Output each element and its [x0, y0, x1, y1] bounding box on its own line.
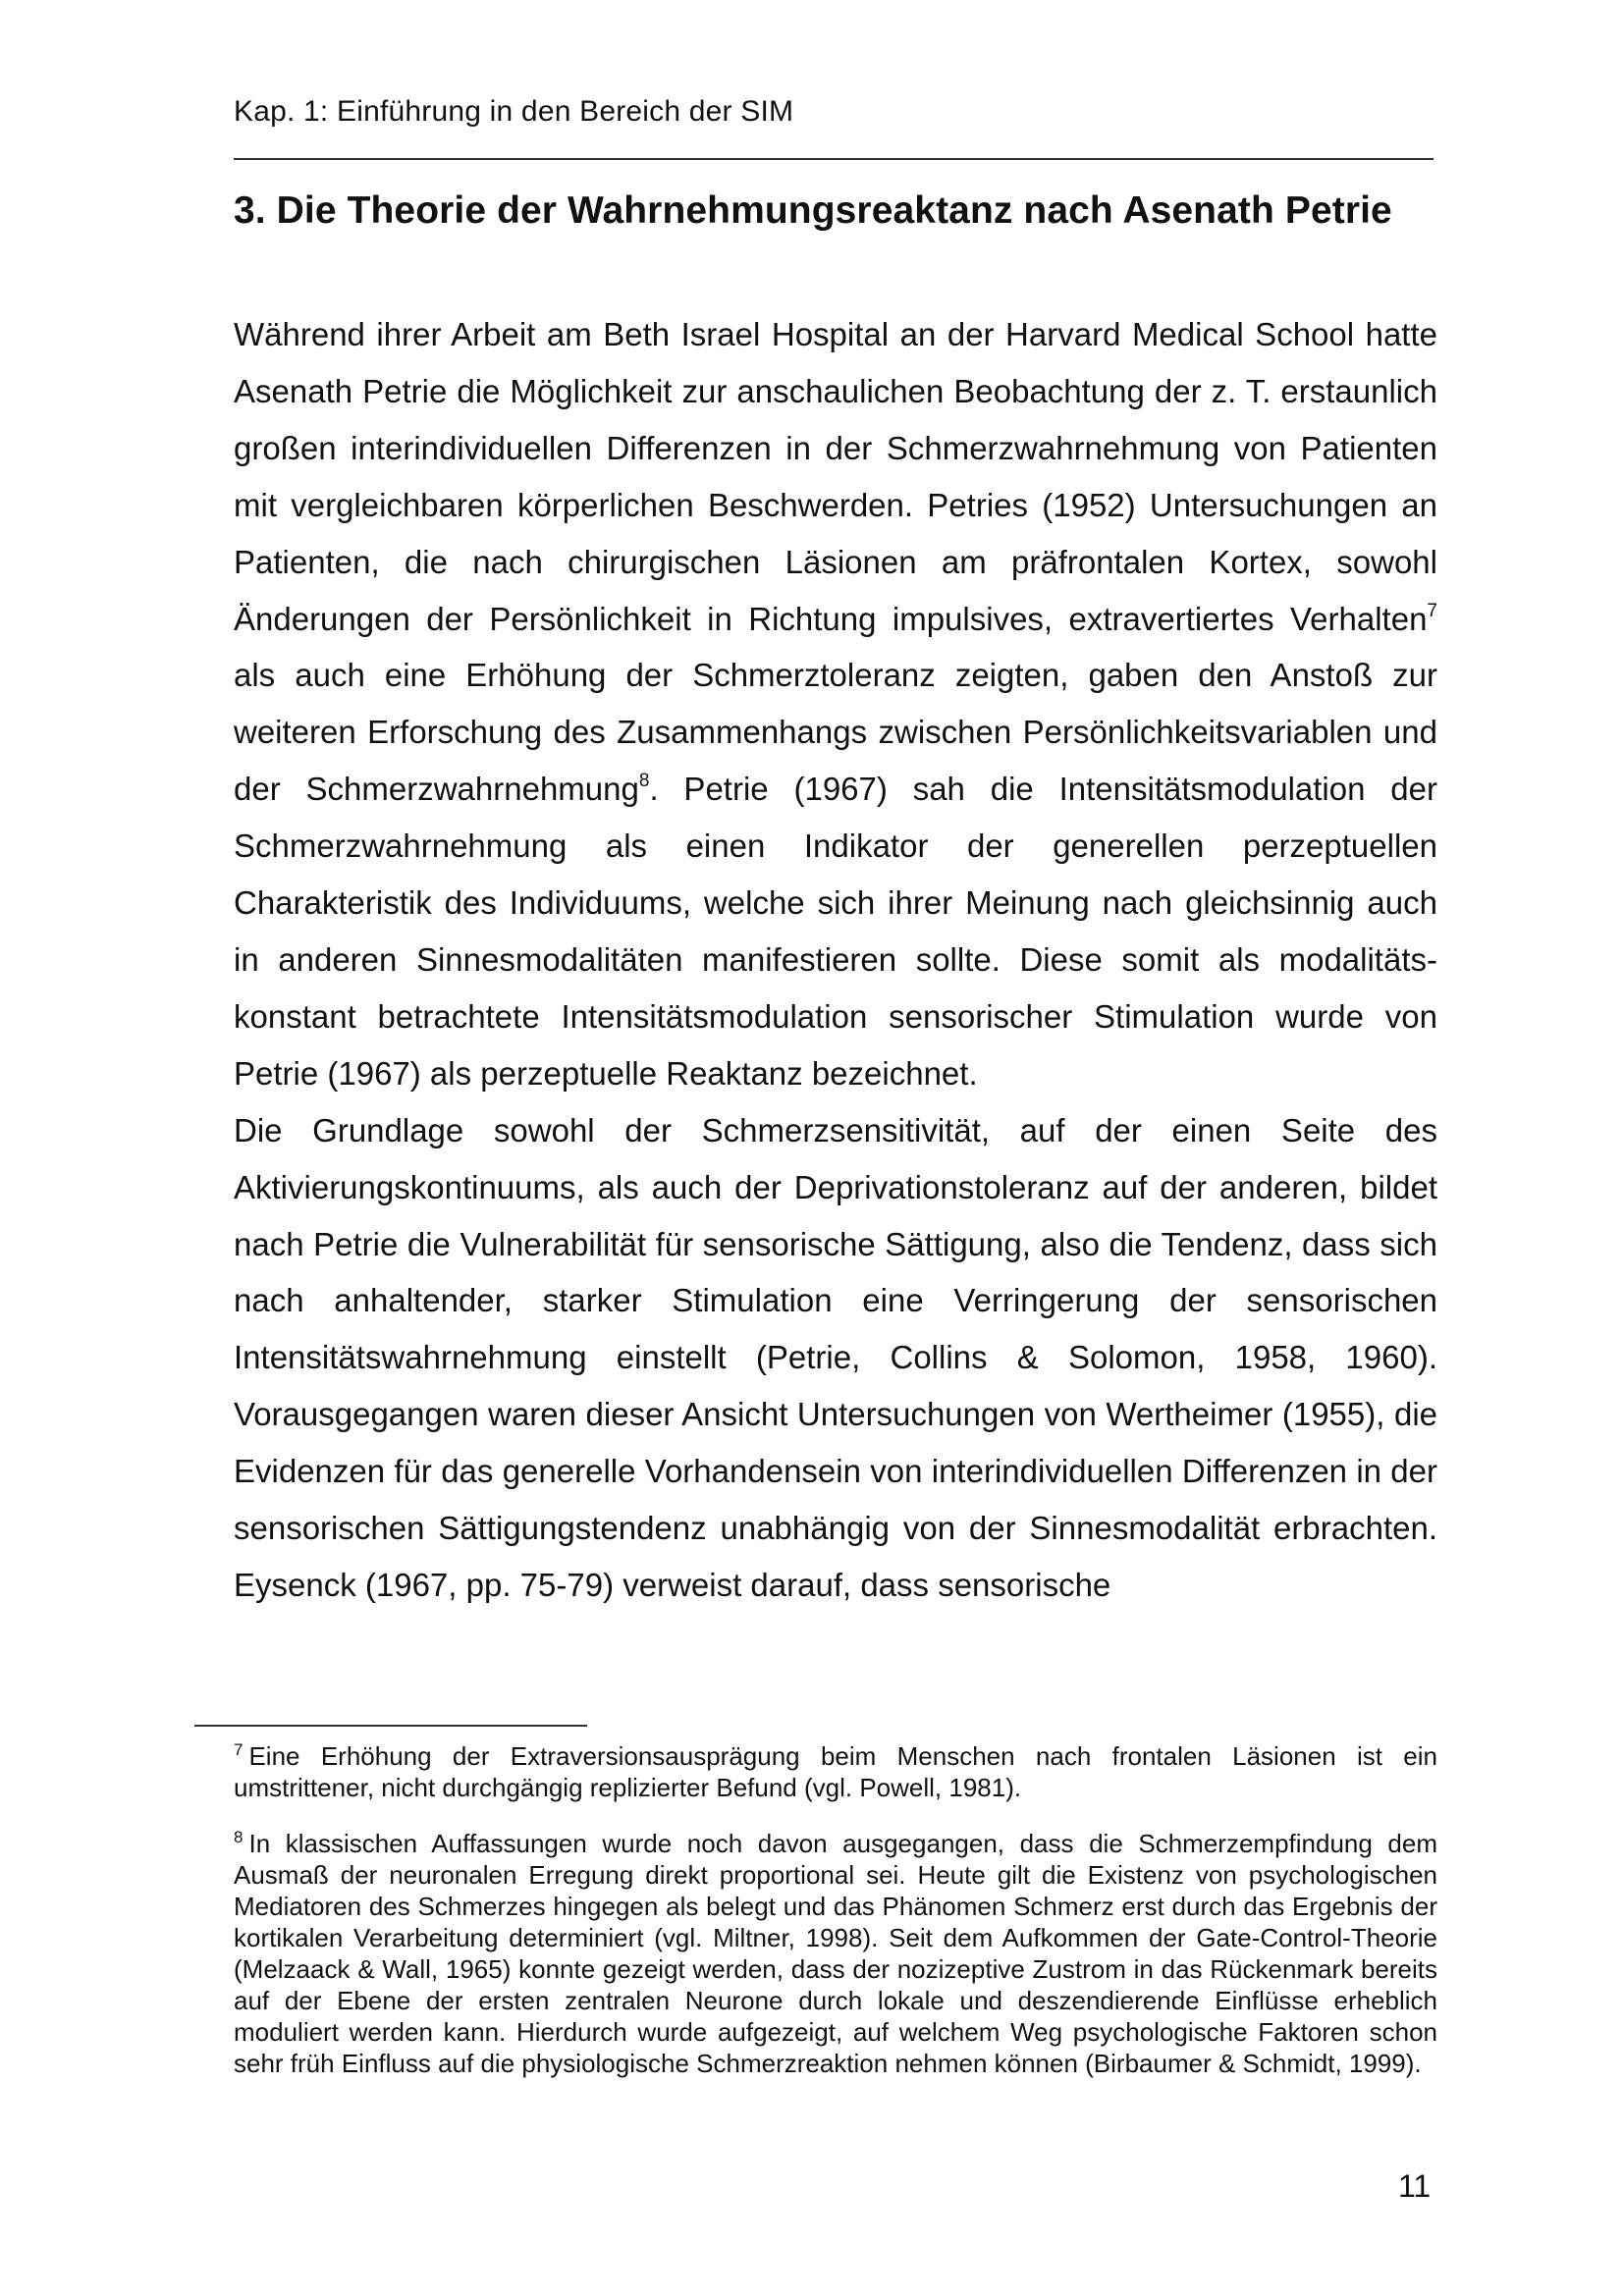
- paragraph-2: Die Grundlage sowohl der Schmerzsensitivität, auf der einen Seite des Aktivierungskontinuums, als auch der Deprivationstoleranz auf der anderen, bildet nach Petrie die Vulnerabilität für sensorische Sättigung, also die Tendenz, dass sich nach anhaltender, starker Stimulation eine Verringerung der sensorischen Intensitätswahrnehmung einstellt (Petrie, Collins & Solomon, 1958, 1960). Vorausgegangen waren dieser Ansicht Untersuchungen von Wertheimer (1955), die Evidenzen für das generelle Vorhandensein von interindividuellen Differenzen in der sensorischen Sättigungstendenz unabhängig von der Sinnesmodalität erbrachten. Eysenck (1967, pp. 75-79) verweist darauf, dass sensorische: [234, 1111, 1437, 1603]
- paragraph-1-part-c: . Petrie (1967) sah die Intensitätsmodulation der Schmerzwahrnehmung als einen Indikator der generellen perzeptuellen Charakteristik des Individuums, welche sich ihrer Meinung nach gleichsinnig auch in anderen Sinnesmodalitäten manifestieren sollte. Diese somit als modalitäts-konstant betrachtete Intensitätsmodulation sensorischer Stimulation wurde von Petrie (1967) als perzeptuelle Reaktanz bezeichnet.: [234, 771, 1437, 1092]
- footnote-reference-8[interactable]: 8: [638, 771, 650, 792]
- footnotes: [234, 1740, 1437, 2079]
- running-header: Kap. 1: Einführung in den Bereich der SIM: [234, 95, 794, 128]
- footnote-marker: 8: [234, 1828, 243, 1846]
- header-rule: [234, 158, 1434, 160]
- footnote-text: In klassischen Auffassungen wurde noch davon ausgegangen, dass die Schmerzempfindung dem Ausmaß der neuronalen Erregung direkt proportional sei. Heute gilt die Existenz von psychologischen Mediatoren des Schmerzes hingegen als belegt und das Phänomen Schmerz erst durch das Ergebnis der kortikalen Verarbeitung determiniert (vgl. Miltner, 1998). Seit dem Aufkommen der Gate-Control-Theorie (Melzaack & Wall, 1965) konnte gezeigt werden, dass der nozizeptive Zustrom in das Rückenmark bereits auf der Ebene der ersten zentralen Neurone durch lokale und deszendierende Einflüsse erheblich moduliert werden kann. Hierdurch wurde aufgezeigt, auf welchem Weg psychologische Faktoren schon sehr früh Einfluss auf die physiologische Schmerzreaktion nehmen können (Birbaumer & Schmidt, 1999).: [234, 1829, 1437, 2078]
- footnote-separator: [194, 1725, 587, 1727]
- footnote-marker: 7: [234, 1740, 243, 1759]
- section-title: 3. Die Theorie der Wahrnehmungsreaktanz nach Asenath Petrie: [234, 189, 1392, 232]
- body-text: [234, 306, 1437, 1614]
- paragraph-1-part-b: als auch eine Erhöhung der Schmerztoleranz zeigten, gaben den Anstoß zur weiteren Erforschung des Zusammenhangs zwischen Persönlichkeitsvariablen und der Schmerzwahrnehmung: [234, 657, 1437, 808]
- paragraph-1-part-a: Während ihrer Arbeit am Beth Israel Hospital an der Harvard Medical School hatte Asenath Petrie die Möglichkeit zur anschaulichen Beobachtung der z. T. erstaunlich großen interindividuellen Differenzen in der Schmerzwahrnehmung von Patienten mit vergleichbaren körperlichen Beschwerden. Petries (1952) Untersuchungen an Patienten, die nach chirurgischen Läsionen am präfrontalen Kortex, sowohl Änderungen der Persönlichkeit in Richtung impulsives, extravertiertes Verhalten: [234, 316, 1437, 637]
- page-number: 11: [1398, 2168, 1432, 2204]
- footnote-8: [234, 1828, 1437, 2079]
- footnote-text: Eine Erhöhung der Extraversionsausprägung beim Menschen nach frontalen Läsionen ist ein umstrittener, nicht durchgängig replizierter Befund (vgl. Powell, 1981).: [234, 1741, 1437, 1802]
- paragraph-1: [234, 306, 1437, 1102]
- footnote-reference-7[interactable]: 7: [1427, 600, 1437, 621]
- footnote-7: [234, 1740, 1437, 1803]
